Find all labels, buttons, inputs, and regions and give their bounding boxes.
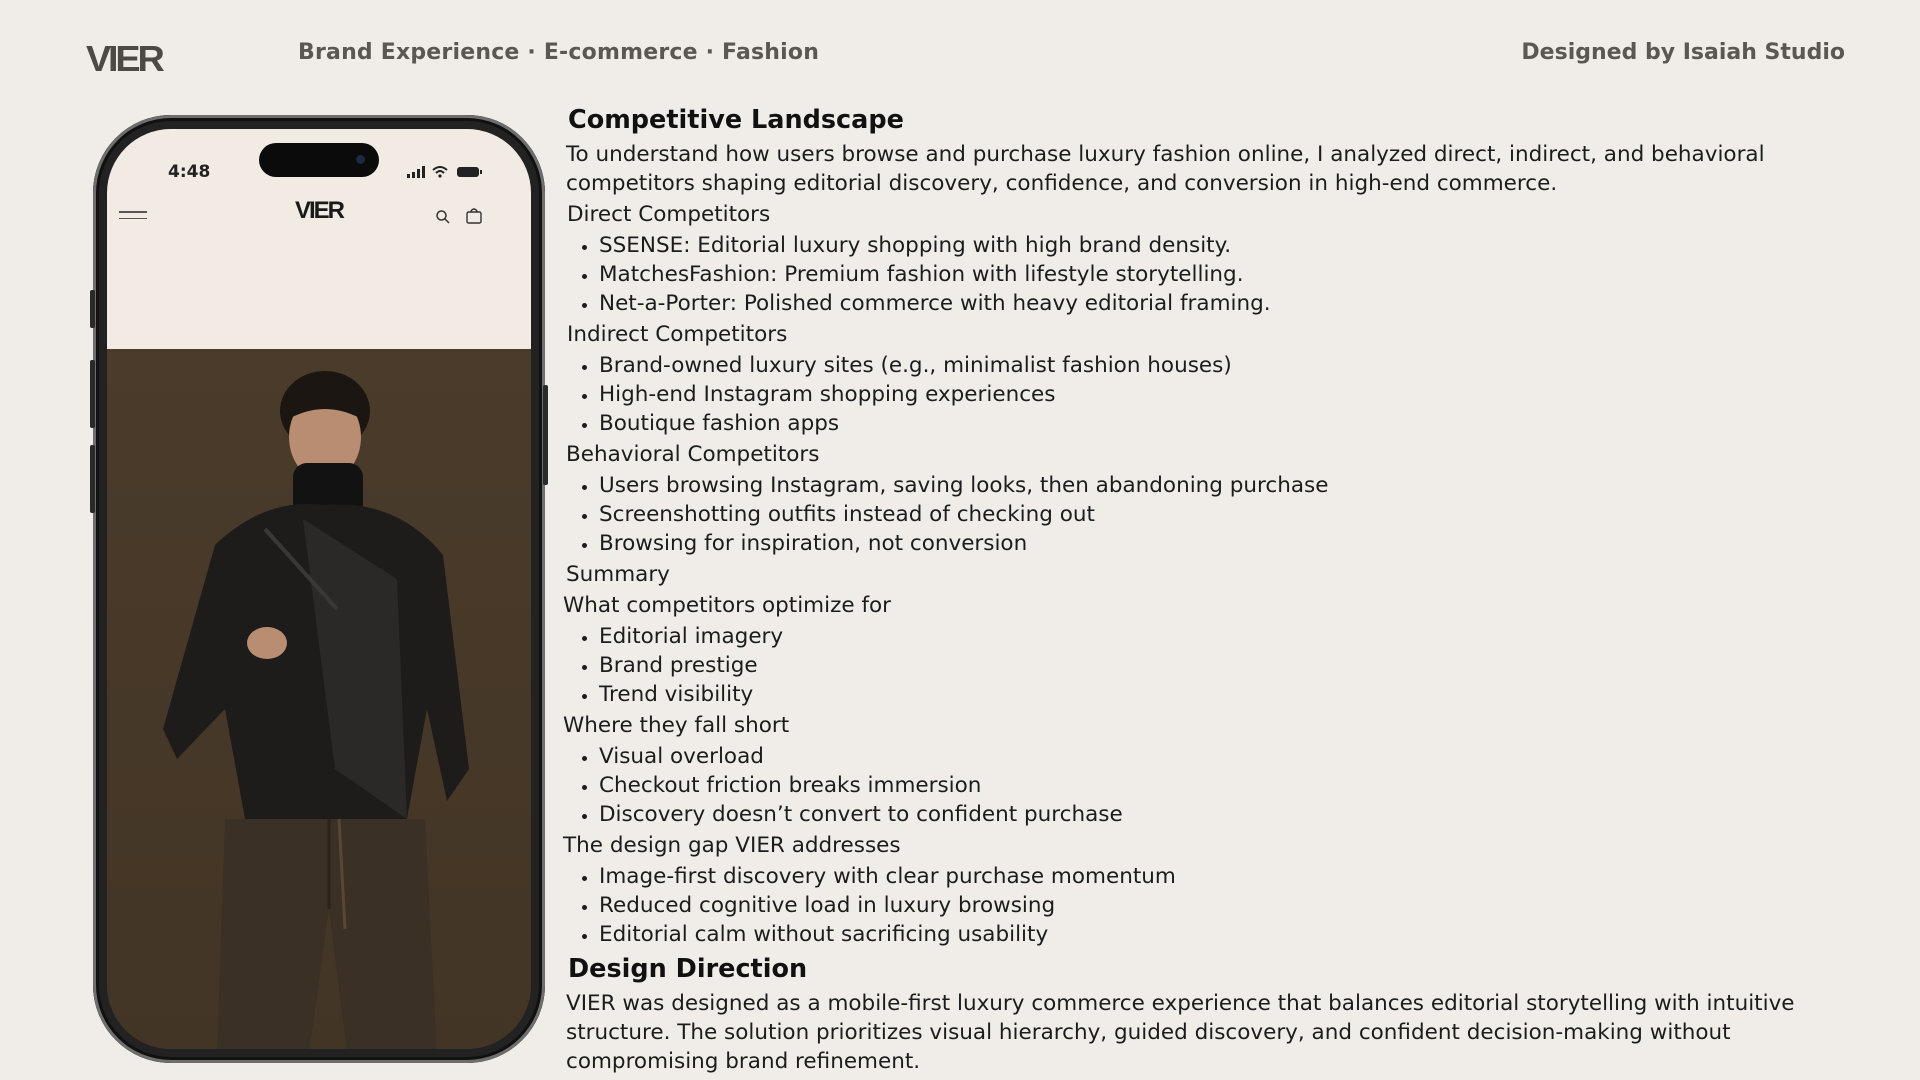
optimize-label: What competitors optimize for bbox=[563, 593, 892, 618]
status-time: 4:48 bbox=[168, 162, 211, 182]
section-title-design-direction: Design Direction bbox=[568, 954, 808, 984]
direct-competitors-list bbox=[560, 231, 1860, 318]
model-photo bbox=[107, 349, 531, 1049]
case-study-content bbox=[560, 104, 1860, 1078]
list-item: • Trend visibility bbox=[599, 680, 1860, 709]
list-item: • High-end Instagram shopping experiences bbox=[599, 380, 1860, 409]
app-nav-bar bbox=[107, 195, 531, 233]
list-item: • SSENSE: Editorial luxury shopping with high brand density. bbox=[599, 231, 1860, 260]
optimize-list bbox=[560, 622, 1860, 709]
phone-power-button bbox=[543, 385, 548, 485]
summary-label: Summary bbox=[566, 562, 670, 587]
indirect-competitors-label: Indirect Competitors bbox=[567, 322, 788, 347]
project-tags: Brand Experience · E-commerce · Fashion bbox=[298, 40, 820, 65]
list-item: • Boutique fashion apps bbox=[599, 409, 1860, 438]
list-item: • Image-first discovery with clear purchase momentum bbox=[599, 862, 1860, 891]
list-item: • MatchesFashion: Premium fashion with lifestyle storytelling. bbox=[599, 260, 1860, 289]
design-direction-body: VIER was designed as a mobile-first luxury commerce experience that balances editorial storytelling with intuitive structure. The solution prioritizes visual hierarchy, guided discovery, and confident decision-making without compromising brand refinement. bbox=[566, 991, 1795, 1074]
app-logo[interactable]: VIER bbox=[294, 197, 343, 224]
phone-screen bbox=[107, 129, 531, 1049]
design-gap-list bbox=[560, 862, 1860, 949]
behavioral-competitors-list bbox=[560, 471, 1860, 558]
list-item: • Editorial calm without sacrificing usability bbox=[599, 920, 1860, 949]
fall-short-list bbox=[560, 742, 1860, 829]
behavioral-competitors-label: Behavioral Competitors bbox=[566, 442, 820, 467]
phone-action-button bbox=[90, 290, 95, 328]
list-item: • Brand-owned luxury sites (e.g., minimalist fashion houses) bbox=[599, 351, 1860, 380]
direct-competitors-label: Direct Competitors bbox=[567, 202, 771, 227]
status-icons bbox=[407, 166, 487, 178]
phone-volume-down bbox=[90, 445, 95, 513]
list-item: • Reduced cognitive load in luxury browsing bbox=[599, 891, 1860, 920]
list-item: • Net-a-Porter: Polished commerce with heavy editorial framing. bbox=[599, 289, 1860, 318]
list-item: • Editorial imagery bbox=[599, 622, 1860, 651]
list-item: • Discovery doesn’t convert to confident purchase bbox=[599, 800, 1860, 829]
designer-credit: Designed by Isaiah Studio bbox=[1521, 40, 1845, 65]
brand-logo: VIER bbox=[86, 38, 162, 79]
list-item: • Browsing for inspiration, not conversion bbox=[599, 529, 1860, 558]
competitive-intro: To understand how users browse and purchase luxury fashion online, I analyzed direct, indirect, and behavioral competitors shaping editorial discovery, confidence, and conversion in high-end commerce. bbox=[566, 142, 1765, 196]
list-item: • Brand prestige bbox=[599, 651, 1860, 680]
design-gap-label: The design gap VIER addresses bbox=[563, 833, 901, 858]
list-item: • Users browsing Instagram, saving looks, then abandoning purchase bbox=[599, 471, 1860, 500]
hero-product-image[interactable] bbox=[107, 349, 531, 1049]
section-title-competitive: Competitive Landscape bbox=[568, 105, 904, 135]
search-icon[interactable] bbox=[435, 209, 451, 225]
list-item: • Screenshotting outfits instead of checking out bbox=[599, 500, 1860, 529]
indirect-competitors-list bbox=[560, 351, 1860, 438]
list-item: • Checkout friction breaks immersion bbox=[599, 771, 1860, 800]
fall-short-label: Where they fall short bbox=[563, 713, 790, 738]
phone-mockup bbox=[93, 115, 545, 1063]
phone-volume-up bbox=[90, 360, 95, 428]
shopping-bag-icon[interactable] bbox=[465, 207, 483, 225]
list-item: • Visual overload bbox=[599, 742, 1860, 771]
dynamic-island bbox=[259, 143, 379, 177]
